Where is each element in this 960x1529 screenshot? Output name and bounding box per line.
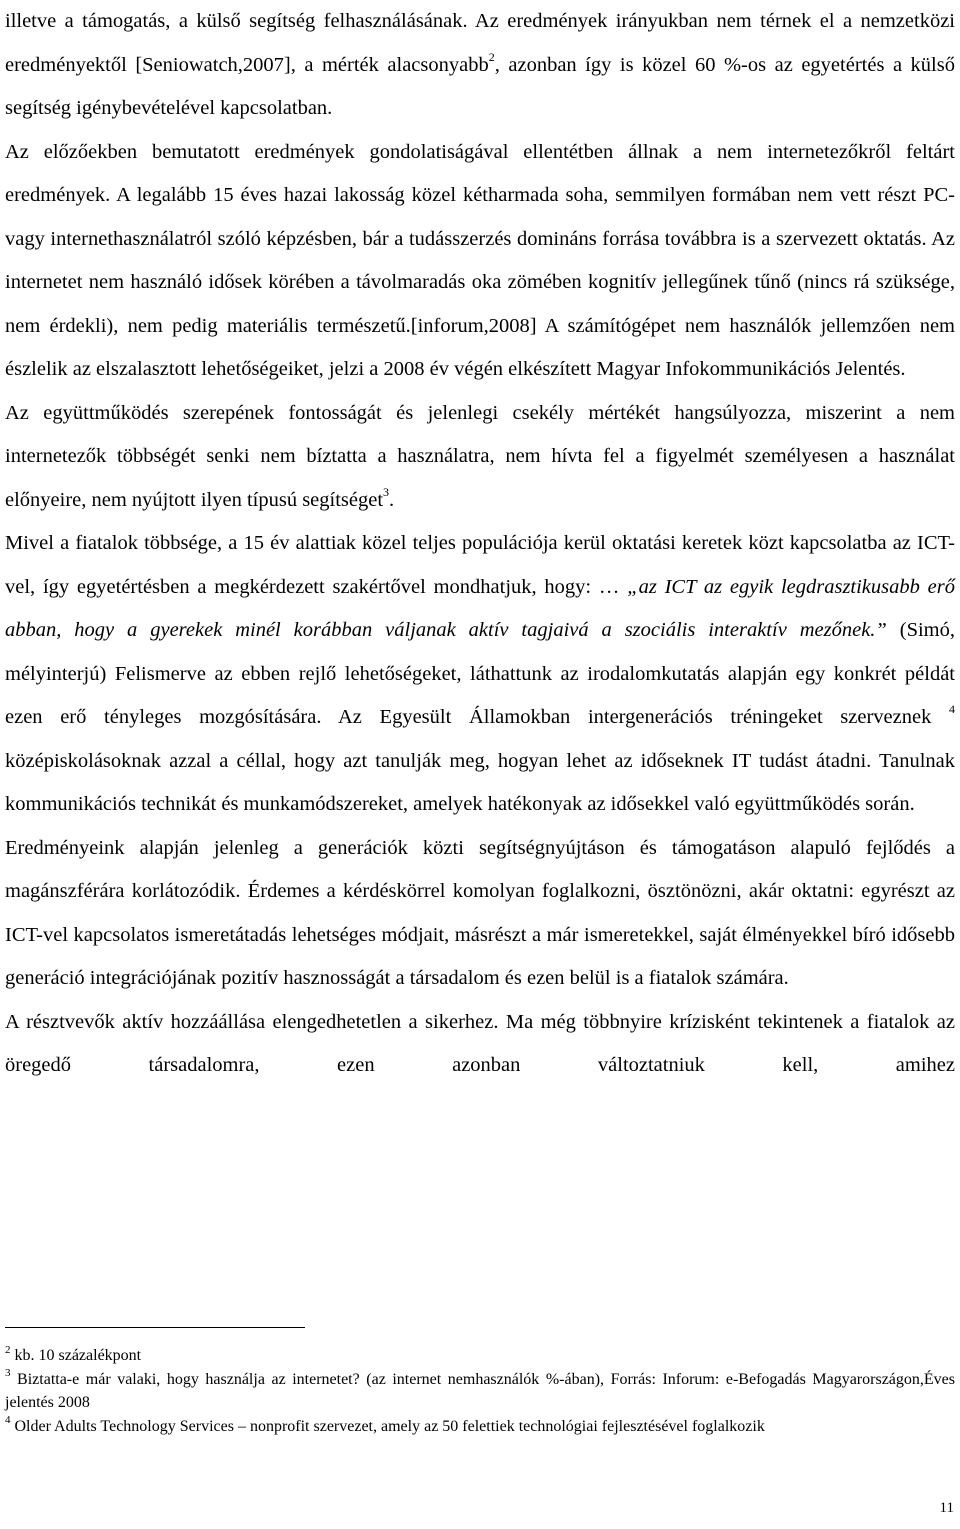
footnote-2 xyxy=(5,1344,955,1368)
paragraph-2 xyxy=(5,131,955,392)
paragraph-4-text-a: Mivel a fiatalok többsége, a 15 év alattiak közel teljes populációja kerül oktatási keretek közt kapcsolatba az ICT-vel, így egyetértésben a megkérdezett szakértővel mondhatjuk, hogy: … xyxy=(5,532,955,598)
footnote-text: kb. 10 százalékpont xyxy=(14,1347,142,1364)
footnote-ref-2: 2 xyxy=(488,49,495,64)
paragraph-4 xyxy=(5,522,955,827)
paragraph-6-text: A résztvevők aktív hozzáállása elengedhetetlen a sikerhez. Ma még többnyire krízisként tekintenek a fiatalok az öregedő társadalomra, ezen azonban változtatniuk kell, amihez xyxy=(5,1010,955,1076)
footnote-ref-3: 3 xyxy=(383,484,390,499)
paragraph-6 xyxy=(5,1001,955,1088)
paragraph-1-text-a: illetve a támogatás, a külső segítség felhasználásának. Az eredmények irányukban nem térnek el a nemzetközi eredményektől [Seniowatch,2007], a mérték alacsonyabb xyxy=(5,10,955,76)
paragraph-4-text-c: középiskolásoknak azzal a céllal, hogy azt tanulják meg, hogyan lehet az időseknek IT tudást átadni. Tanulnak kommunikációs technikát és munkamódszereket, amelyek hatékonyak az idősekkel való együttműködés során. xyxy=(5,749,955,815)
footnote-text: Biztatta-e már valaki, hogy használja az internetet? (az internet nemhasználók %-ában), Forrás: Inforum: e-Befogadás Magyarországon,Éves jelentés 2008 xyxy=(5,1370,955,1411)
page-number: 11 xyxy=(939,1500,954,1516)
paragraph-2-text: Az előzőekben bemutatott eredmények gondolatiságával ellentétben állnak a nem internetezőkről feltárt eredmények. A legalább 15 éves hazai lakosság közel kétharmada soha, semmilyen formában nem vett részt PC- vagy internethasználatról szóló képzésben, bár a tudásszerzés domináns forrása továbbra is a szervezett oktatás. Az internetet nem használó idősek körében a távolmaradás oka zömében kognitív jellegűnek tűnő (nincs rá szüksége, nem érdekli), nem pedig materiális természetű.[inforum,2008] A számítógépet nem használók jellemzően nem észlelik az elszalasztott lehetőségeiket, jelzi a 2008 év végén elkészített Magyar Infokommunikációs Jelentés. xyxy=(5,140,955,380)
footnote-3 xyxy=(5,1368,955,1415)
paragraph-5-text: Eredményeink alapján jelenleg a generációk közti segítségnyújtáson és támogatáson alapuló fejlődés a magánszférára korlátozódik. Érdemes a kérdéskörrel komolyan foglalkozni, ösztönözni, akár oktatni: egyrészt az ICT-vel kapcsolatos ismeretátadás lehetséges módjait, másrészt a már ismeretekkel, saját élményekkel bíró idősebb generáció integrációjának pozitív hasznosságát a társadalom és ezen belül is a fiatalok számára. xyxy=(5,836,955,989)
paragraph-3 xyxy=(5,392,955,523)
footnote-text: Older Adults Technology Services – nonprofit szervezet, amely az 50 felettiek technológiai fejlesztésével foglalkozik xyxy=(14,1417,765,1435)
paragraph-3-text-b: . xyxy=(389,488,395,511)
paragraph-3-text-a: Az együttműködés szerepének fontosságát és jelenlegi csekély mértékét hangsúlyozza, miszerint a nem internetezők többségét senki nem bíztatta a használatra, nem hívta fel a figyelmét személyesen a használat előnyeire, nem nyújtott ilyen típusú segítséget xyxy=(5,401,955,511)
footnote-number: 4 xyxy=(5,1414,11,1427)
footnote-4 xyxy=(5,1415,955,1439)
paragraph-1 xyxy=(5,0,955,131)
paragraph-1-text-b: , azonban így is közel 60 %-os az egyetértés a külső segítség igénybevételével kapcsolatban. xyxy=(5,53,955,119)
footnote-number: 3 xyxy=(5,1367,11,1380)
paragraph-5 xyxy=(5,827,955,1001)
footnote-ref-4: 4 xyxy=(949,702,955,717)
paragraph-4-text-b: (Simó, mélyinterjú) Felismerve az ebben rejlő lehetőségeket, láthattunk az irodalomkutatás alapján egy konkrét példát ezen erő tényleges mozgósítására. Az Egyesült Államokban intergenerációs tréningeket szerveznek xyxy=(5,619,955,728)
footnotes xyxy=(5,1344,955,1438)
document-body xyxy=(5,0,955,1088)
footnote-separator xyxy=(5,1327,305,1328)
footnote-number: 2 xyxy=(5,1343,11,1356)
paragraph-4-quote: „az ICT az egyik legdrasztikusabb erő abban, hogy a gyerekek minél korábban váljanak aktív tagjaivá a szociális interaktív mezőnek.” xyxy=(5,575,955,641)
